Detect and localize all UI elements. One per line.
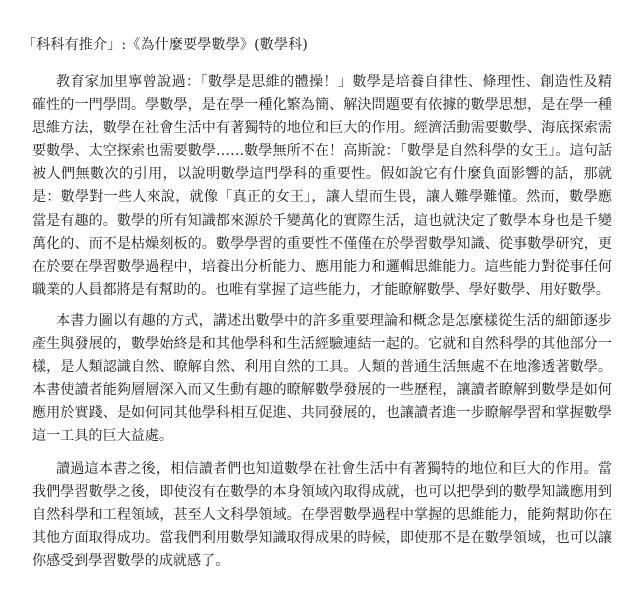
paragraph-2: 本書力圖以有趣的方式，講述出數學中的許多重要理論和概念是怎麼樣從生活的細節逐步產生與發展的，數學始終是和其他學科和生活經驗連結一起的。它就和自然科學的其他部分一樣，是人類認識自然、瞭解自然、利用自然的工具。人類的普通生活無處不在地滲透著數學。本書使讀者能夠層層深入而又生動有趣的瞭解數學發展的一些歷程，讓讀者瞭解到數學是如何應用於實踐、是如何同其他學科相互促進、共同發展的，也讓讀者進一步瞭解學習和掌握數學這一工具的巨大益處。 (32, 313, 612, 445)
paragraph-1: 教育家加里寧曾說過：「數學是思維的體操！」數學是培養自律性、條理性、創造性及精確性的一門學問。學數學，是在學一種化繁為簡、解決問題要有依據的數學思想，是在學一種思維方法，數學在社會生活中有著獨特的地位和巨大的作用。經濟活動需要數學、海底探索需要數學、太空探索也需要數學……數學無所不在！高斯說：「數學是自然科學的女王」。這句話被人們無數次的引用，以說明數學這門學科的重要性。假如說它有什麼負面影響的話，那就是：數學對一些人來說，就像「真正的女王」，讓人望而生畏，讓人難學難懂。然而，數學應當是有趣的。數學的所有知識都來源於千變萬化的實際生活，這也就決定了數學本身也是千變萬化的、而不是枯燥刻板的。數學學習的重要性不僅僅在於學習數學知識、從事數學研究，更在於要在學習數學過程中，培養出分析能力、應用能力和邏輯思維能力。這些能力對從事任何職業的人員都將是有幫助的。也唯有掌握了這些能力，才能瞭解數學、學好數學、用好數學。 (32, 74, 612, 298)
document-heading: 「科科有推介」:《為什麼要學數學》(數學科) (22, 37, 309, 53)
paragraph-3: 讀過這本書之後，相信讀者們也知道數學在社會生活中有著獨特的地位和巨大的作用。當我們學習數學之後，即使沒有在數學的本身領域內取得成就，也可以把學到的數學知識應用到自然科學和工程領域，甚至人文科學領域。在學習數學過程中掌握的思維能力，能夠幫助你在其他方面取得成功。當我們利用數學知識取得成果的時候，即使那不是在數學領域，也可以讓你感受到學習數學的成就感了。 (32, 461, 612, 570)
